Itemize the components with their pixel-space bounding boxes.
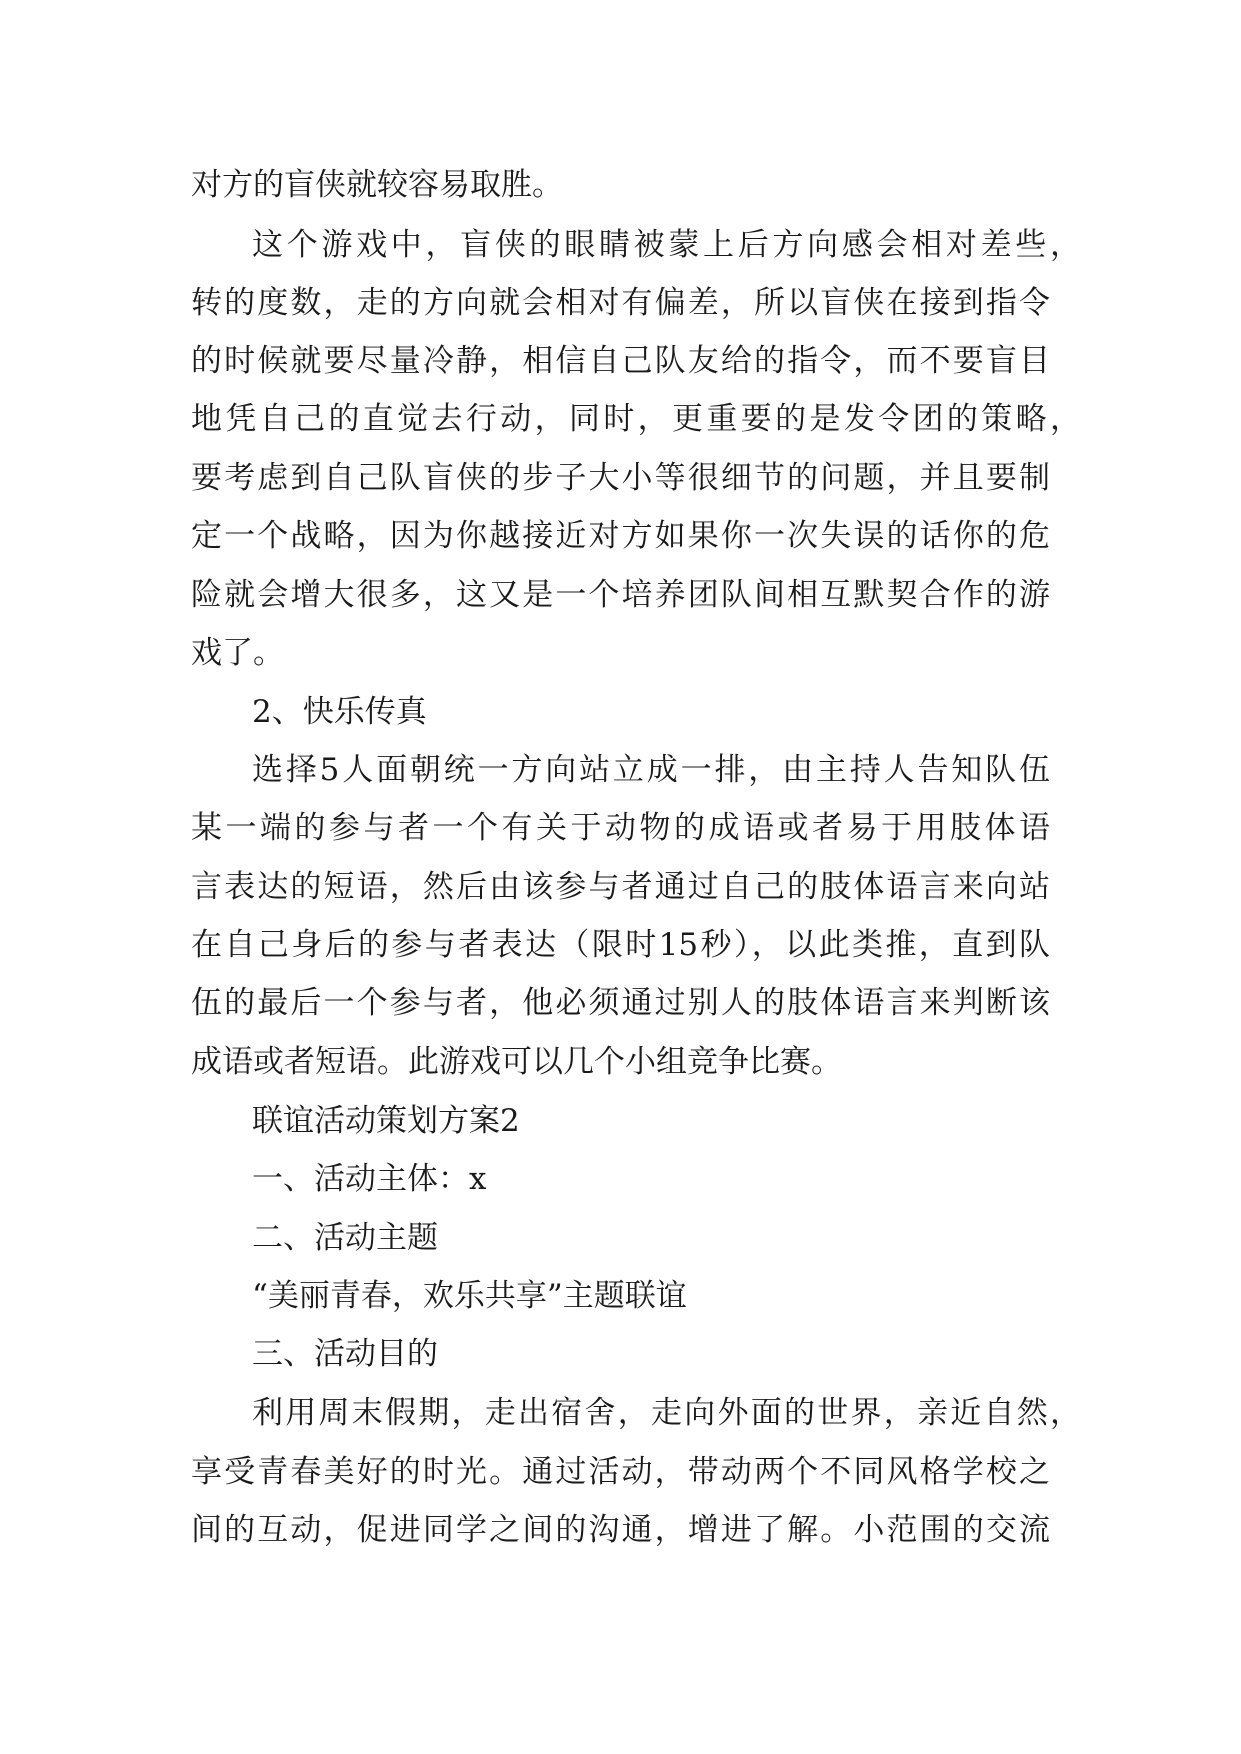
paragraph-line: 成语或者短语。此游戏可以几个小组竞争比赛。 [191, 1044, 842, 1080]
section-heading: 三、活动目的 [252, 1336, 438, 1372]
paragraph-line: 要考虑到自己队盲侠的步子大小等很细节的问题，并且要制 [191, 460, 1050, 496]
paragraph-line: 的时候就要尽量冷静，相信自己队友给的指令，而不要盲目 [191, 343, 1050, 379]
paragraph-line: 定一个战略，因为你越接近对方如果你一次失误的话你的危 [191, 518, 1050, 554]
paragraph-line: 险就会增大很多，这又是一个培养团队间相互默契合作的游 [191, 577, 1050, 613]
paragraph-line: 言表达的短语，然后由该参与者通过自己的肢体语言来向站 [191, 869, 1050, 905]
paragraph-line: 这个游戏中，盲侠的眼睛被蒙上后方向感会相对差些， [252, 227, 1081, 263]
paragraph-line: 对方的盲侠就较容易取胜。 [191, 167, 563, 203]
section-heading: 2、快乐传真 [252, 694, 427, 730]
document-title: 联谊活动策划方案2 [252, 1103, 520, 1139]
paragraph-line: 间的互动，促进同学之间的沟通，增进了解。小范围的交流 [191, 1512, 1050, 1548]
paragraph-line: 在自己身后的参与者表达（限时15秒），以此类推，直到队 [191, 927, 1050, 963]
paragraph-line: 转的度数，走的方向就会相对有偏差，所以盲侠在接到指令 [191, 285, 1050, 321]
paragraph-line: 伍的最后一个参与者，他必须通过别人的肢体语言来判断该 [191, 985, 1050, 1021]
section-heading: 二、活动主题 [252, 1220, 438, 1256]
paragraph-line: 利用周末假期，走出宿舍，走向外面的世界，亲近自然， [252, 1395, 1081, 1431]
section-heading: 一、活动主体：x [252, 1161, 487, 1197]
paragraph-line: 某一端的参与者一个有关于动物的成语或者易于用肢体语 [191, 810, 1050, 846]
paragraph-line: 戏了。 [191, 635, 284, 671]
paragraph-line: 地凭自己的直觉去行动，同时，更重要的是发令团的策略， [191, 401, 1081, 437]
paragraph-line: “美丽青春，欢乐共享”主题联谊 [252, 1278, 687, 1314]
paragraph-line: 选择5人面朝统一方向站立成一排，由主持人告知队伍 [252, 752, 1050, 788]
paragraph-line: 享受青春美好的时光。通过活动，带动两个不同风格学校之 [191, 1454, 1050, 1490]
